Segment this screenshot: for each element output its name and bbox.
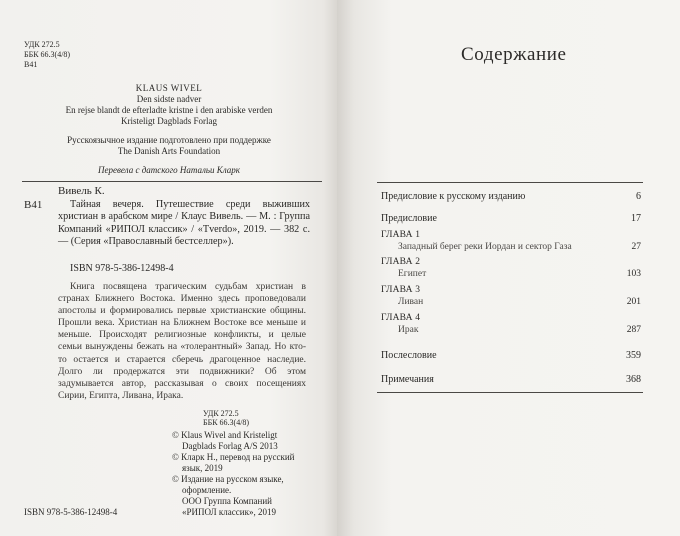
toc-entry-page: 201: [626, 297, 641, 307]
toc-top-rule: [377, 182, 643, 183]
original-publisher: Kristeligt Dagblads Forlag: [121, 116, 217, 126]
copyright-edition-l1: © Издание на русском языке,: [172, 474, 284, 484]
toc-entry-label: Ирак: [398, 325, 419, 335]
toc-entry[interactable]: [398, 269, 641, 280]
toc-entry-page: 27: [631, 242, 641, 252]
translator-credit: Перевела с датского Натальи Кларк: [98, 165, 240, 175]
catalog-code: В41: [24, 199, 43, 211]
toc-entry[interactable]: [381, 191, 641, 203]
copyright-original-l2: Dagblads Forlag A/S 2013: [182, 441, 278, 451]
toc-chapter-label: ГЛАВА 2: [381, 257, 421, 267]
original-title: Den sidste nadver: [136, 94, 202, 104]
catalog-author: Вивель К.: [58, 185, 105, 197]
bbk-code: ББК 66.3(4/8): [24, 50, 71, 59]
original-author: KLAUS WIVEL: [135, 83, 203, 93]
support-foundation: The Danish Arts Foundation: [117, 146, 221, 156]
toc-chapter-label: ГЛАВА 3: [381, 285, 421, 295]
toc-entry[interactable]: [381, 350, 641, 362]
toc-entry-label: Послесловие: [381, 350, 437, 361]
support-line: Русскоязычное издание подготовлено при поддержке: [67, 135, 271, 145]
toc-entry-page: 287: [626, 325, 641, 335]
toc-chapter-label: ГЛАВА 4: [381, 313, 421, 323]
toc-entry-page: 103: [626, 269, 641, 279]
imprint-page: [0, 0, 337, 536]
toc-entry[interactable]: [381, 374, 641, 386]
toc-entry-label: Ливан: [398, 297, 424, 307]
copyright-original-l1: © Klaus Wivel and Kristeligt: [172, 430, 278, 440]
toc-entry-page: 359: [626, 350, 641, 361]
toc-entry-label: Предисловие: [381, 213, 437, 224]
toc-entry[interactable]: [398, 297, 641, 308]
catalog-isbn: ISBN 978-5-386-12498-4: [70, 263, 174, 274]
copyright-translation-l2: язык, 2019: [182, 463, 223, 473]
book-annotation: Книга посвящена трагическим судьбам христиан в странах Ближнего Востока. Именно здесь проповедовали апостолы и формировались первые христианские общины. Прошли века. Христиан на Ближнем Востоке все меньше и меньше. Происходят религиозные конфликты, и целые семьи вынуждены бежать на «толерантный» Запад. Но кто-то остается и старается сберечь драгоценное наследие. Долго ли продержатся эти подвижники? Об этом задумывается автор, рассказывая о своих посещениях Сирии, Египта, Ливана, Ирака.: [58, 282, 306, 401]
udk-bottom: УДК 272.5: [203, 409, 239, 418]
original-subtitle: En rejse blandt de efterladte kristne i den arabiske verden: [65, 105, 273, 115]
toc-entry-label: Египет: [398, 269, 427, 279]
toc-entry-page: 6: [636, 191, 641, 202]
udk-code: УДК 272.5: [24, 40, 60, 49]
contents-page: [337, 0, 680, 536]
toc-entry[interactable]: [398, 242, 641, 253]
divider: [22, 181, 322, 182]
toc-bottom-rule: [377, 392, 643, 393]
isbn-bottom: ISBN 978-5-386-12498-4: [24, 507, 118, 517]
copyright-edition-l2: оформление.: [182, 485, 232, 495]
toc-entry-label: Западный берег реки Иордан и сектор Газа: [398, 242, 572, 252]
copyright-edition-l4: «РИПОЛ классик», 2019: [182, 507, 276, 517]
catalog-description: Тайная вечеря. Путешествие среди выживших христиан в арабском мире / Клаус Вивель. — М. : Группа Компаний «РИПОЛ классик» / «Тverdo», 2019. — 382 с. — (Серия «Православный бестселлер»).: [58, 199, 310, 248]
copyright-translation-l1: © Кларк Н., перевод на русский: [172, 452, 295, 462]
bbk-bottom: ББК 66.3(4/8): [203, 418, 250, 427]
toc-entry[interactable]: [381, 213, 641, 225]
toc-entry-page: 368: [626, 374, 641, 385]
author-mark: В41: [24, 60, 38, 69]
toc-entry-label: Примечания: [381, 374, 434, 385]
toc-chapter-label: ГЛАВА 1: [381, 230, 421, 240]
toc-entry-label: Предисловие к русскому изданию: [381, 191, 526, 202]
toc-entry-page: 17: [631, 213, 641, 224]
toc-entry[interactable]: [398, 325, 641, 336]
copyright-edition-l3: ООО Группа Компаний: [182, 496, 272, 506]
contents-heading: Содержание: [461, 44, 567, 65]
